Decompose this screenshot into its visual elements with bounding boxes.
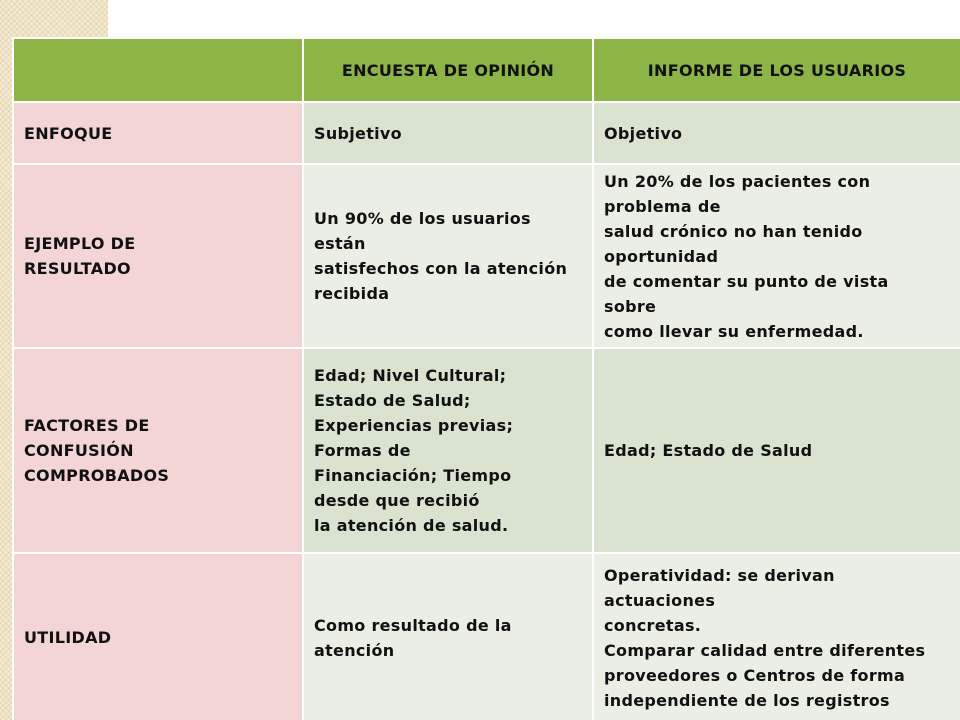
table-header-row (13, 38, 960, 102)
cell-text: están (314, 234, 366, 253)
label-line: COMPROBADOS (24, 466, 170, 485)
cell-text: Formas de (314, 441, 411, 460)
cell-text: actuaciones (604, 590, 716, 610)
comparison-table (12, 37, 960, 720)
cell-text: desde que recibió (314, 491, 480, 510)
cell-text: Edad; Estado de Salud (604, 441, 813, 460)
cell-text: Financiación; Tiempo (314, 466, 512, 485)
cell-text: oportunidad (604, 246, 719, 266)
cell-encuesta-ejemplo (303, 164, 593, 348)
table-row-factores (13, 348, 960, 553)
cell-encuesta-factores (303, 348, 593, 553)
table-row-enfoque (13, 102, 960, 164)
cell-text: sobre (604, 296, 657, 316)
label-line: RESULTADO (24, 259, 131, 278)
row-label-factores (13, 348, 303, 553)
cell-text: Operatividad: se derivan (604, 565, 835, 585)
cell-text: recibida (314, 284, 390, 303)
cell-informe-utilidad (593, 553, 960, 720)
header-blank-cell (13, 38, 303, 102)
cell-text: problema de (604, 196, 721, 216)
cell-text: satisfechos con la atención (314, 259, 568, 278)
cell-text: independiente de los registros (604, 690, 890, 710)
cell-encuesta-enfoque (303, 102, 593, 164)
cell-text: concretas. (604, 615, 702, 635)
cell-text: Subjetivo (314, 123, 402, 143)
cell-text: Un 20% de los pacientes con (604, 171, 871, 191)
cell-text: salud crónico no han tenido (604, 221, 863, 241)
cell-text: de comentar su punto de vista (604, 271, 889, 291)
cell-informe-factores (593, 348, 960, 553)
row-label-ejemplo (13, 164, 303, 348)
label-line: CONFUSIÓN (24, 441, 134, 460)
cell-text: Estado de Salud; (314, 391, 471, 410)
cell-text: Como resultado de la (314, 615, 512, 635)
cell-text: como llevar su enfermedad. (604, 321, 864, 341)
header-encuesta: ENCUESTA DE OPINIÓN (303, 38, 593, 102)
cell-text: Comparar calidad entre diferentes (604, 640, 926, 660)
cell-text: Un 90% de los usuarios (314, 209, 531, 228)
cell-informe-enfoque (593, 102, 960, 164)
label-line: FACTORES DE (24, 416, 150, 435)
row-label-enfoque: ENFOQUE (13, 102, 303, 164)
header-informe: INFORME DE LOS USUARIOS (593, 38, 960, 102)
cell-text: la atención de salud. (314, 516, 509, 535)
cell-text: Edad; Nivel Cultural; (314, 366, 507, 385)
cell-text: atención (314, 640, 395, 660)
table-row-ejemplo (13, 164, 960, 348)
cell-informe-ejemplo (593, 164, 960, 348)
cell-text: Experiencias previas; (314, 416, 514, 435)
cell-text: proveedores o Centros de forma (604, 665, 906, 685)
cell-encuesta-utilidad (303, 553, 593, 720)
table-row-utilidad (13, 553, 960, 720)
cell-text: Objetivo (604, 123, 683, 143)
row-label-utilidad: UTILIDAD (13, 553, 303, 720)
label-line: EJEMPLO DE (24, 234, 136, 253)
